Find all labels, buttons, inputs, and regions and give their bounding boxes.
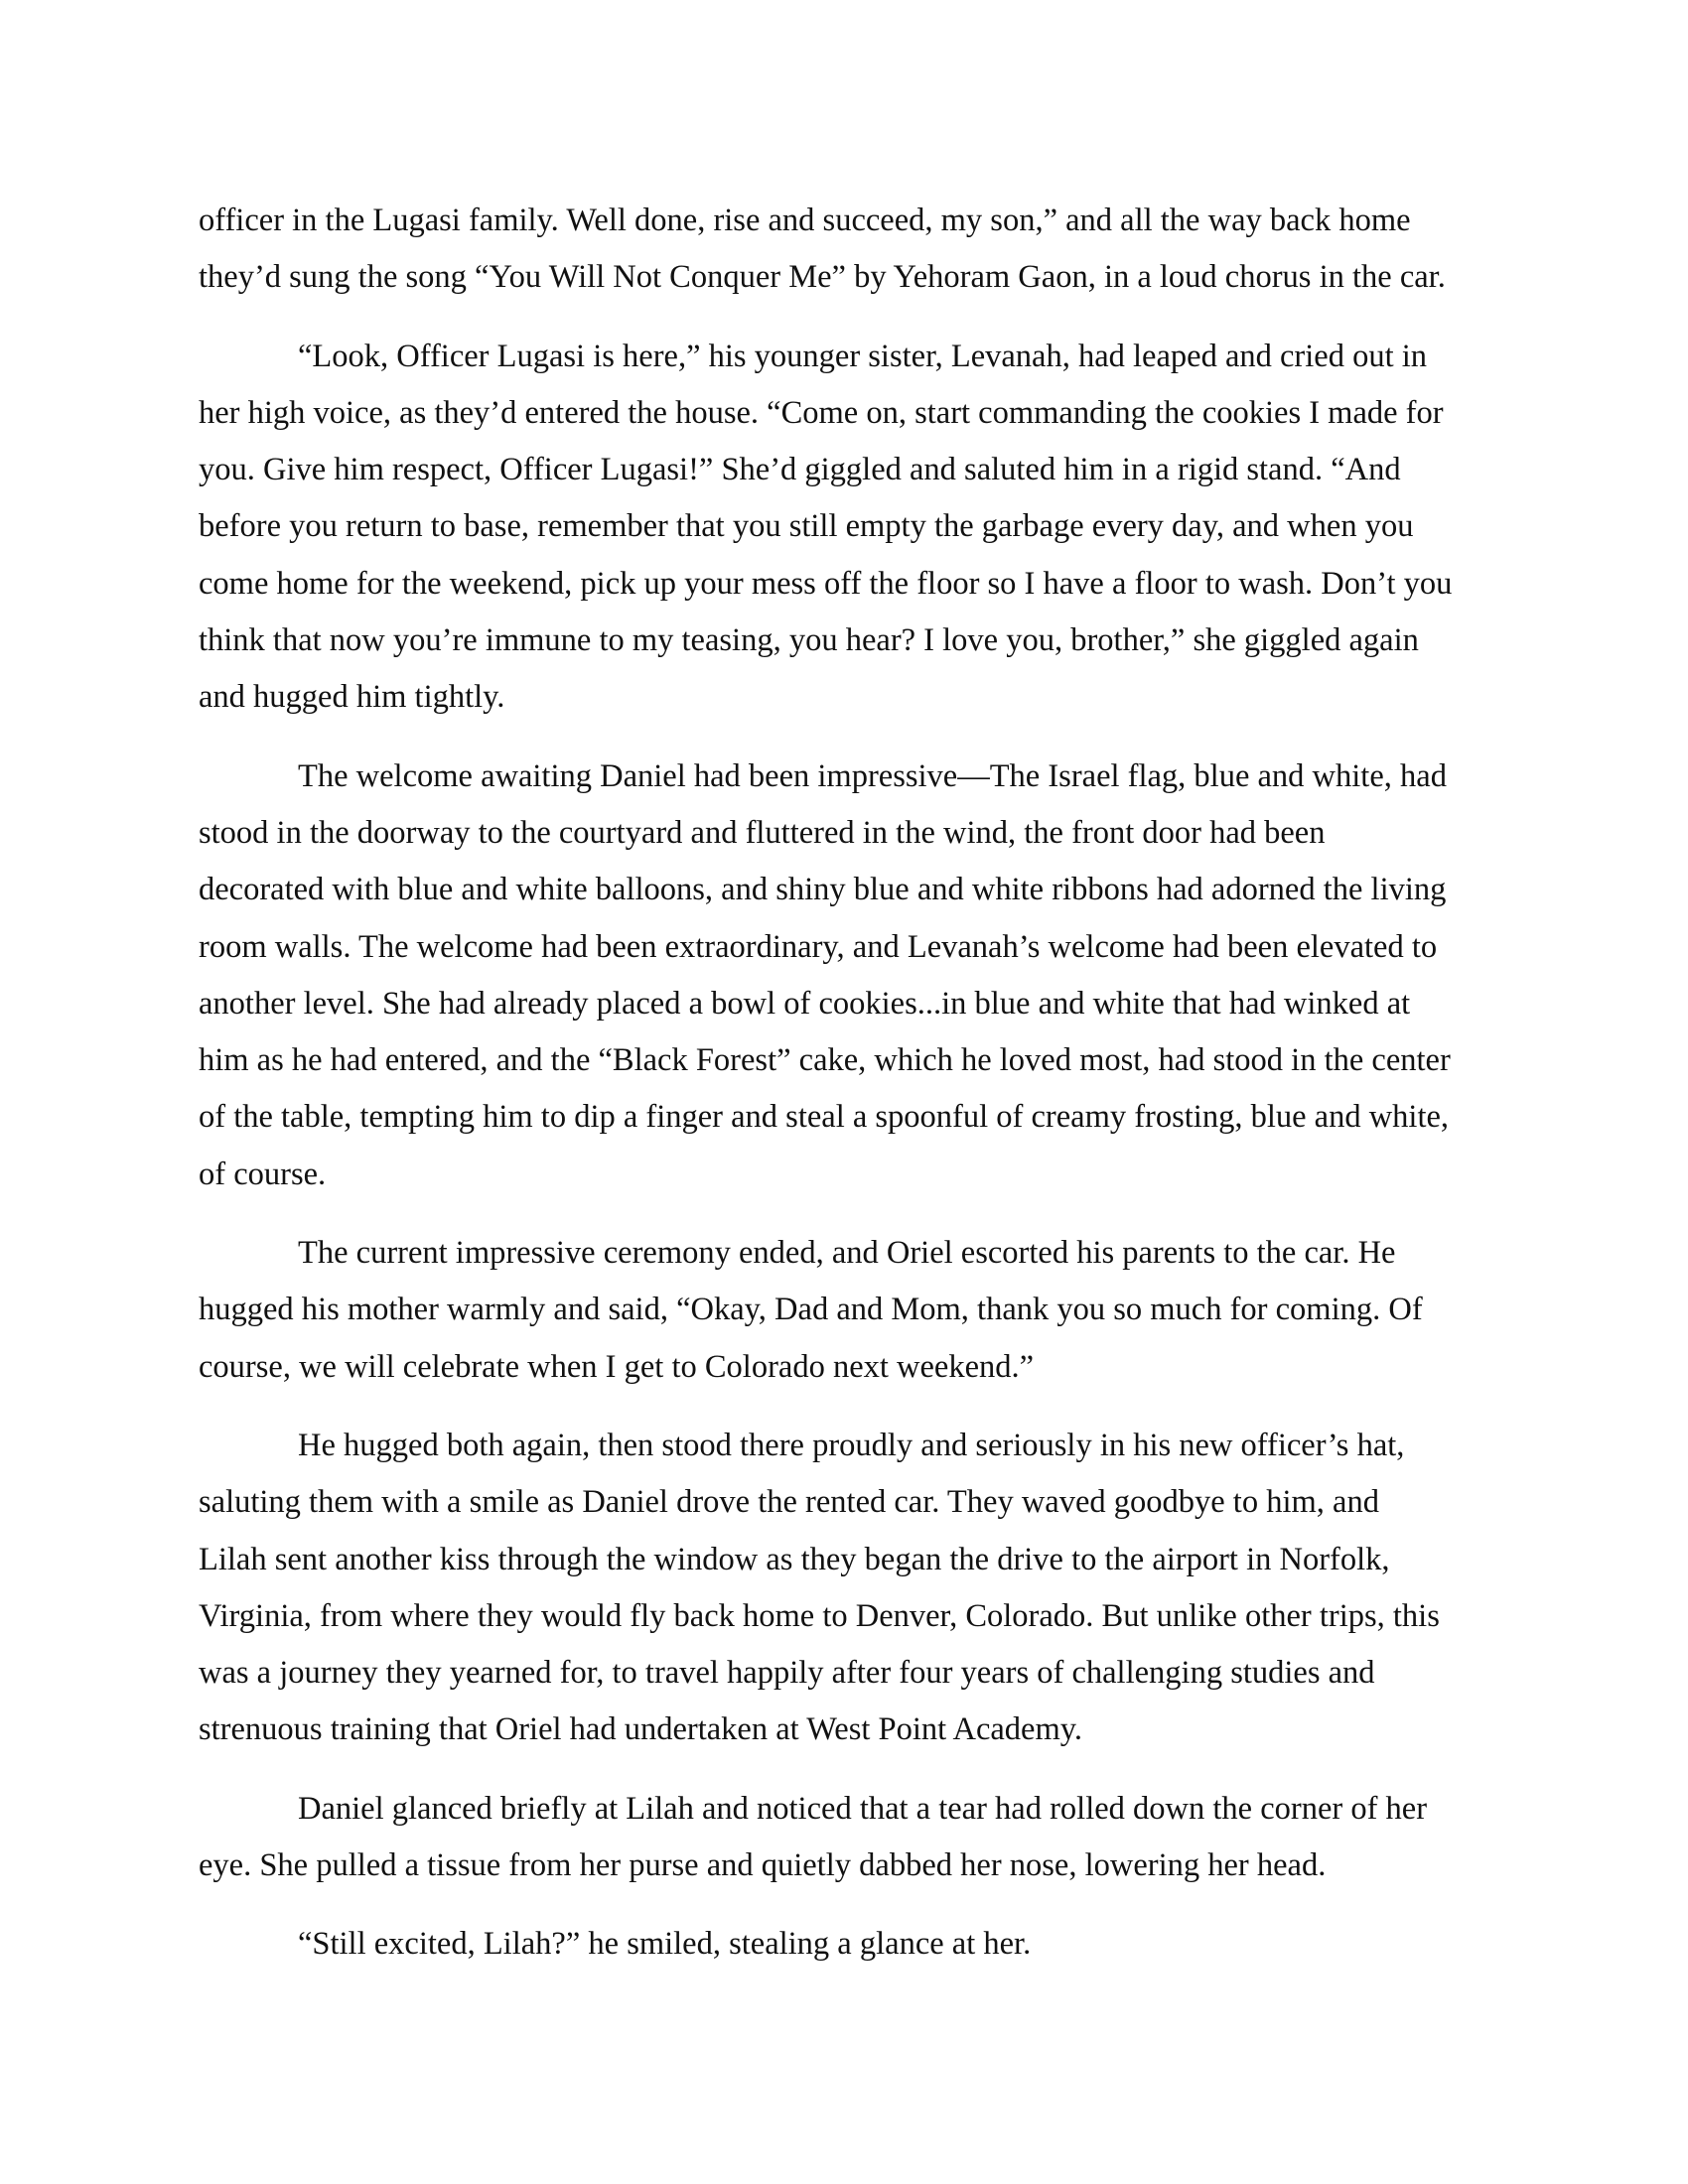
text-line: decorated with blue and white balloons, and shiny blue and white ribbons had adorned the living bbox=[199, 872, 1447, 908]
text-line: He hugged both again, then stood there proudly and seriously in his new officer’s hat, bbox=[298, 1427, 1405, 1463]
text-line: The current impressive ceremony ended, and Oriel escorted his parents to the car. He bbox=[298, 1235, 1396, 1272]
text-line: strenuous training that Oriel had undertaken at West Point Academy. bbox=[199, 1711, 1083, 1748]
text-line: before you return to base, remember that you still empty the garbage every day, and when you bbox=[199, 508, 1414, 545]
text-line: Lilah sent another kiss through the window as they began the drive to the airport in Norfolk, bbox=[199, 1541, 1390, 1577]
text-line: was a journey they yearned for, to travel happily after four years of challenging studies and bbox=[199, 1655, 1375, 1692]
paragraph-6 bbox=[199, 1781, 1489, 1895]
paragraph-2 bbox=[199, 329, 1489, 727]
text-line: Virginia, from where they would fly back home to Denver, Colorado. But unlike other trips, this bbox=[199, 1597, 1440, 1634]
text-line: of course. bbox=[199, 1156, 327, 1192]
text-line: course, we will celebrate when I get to Colorado next weekend.” bbox=[199, 1348, 1035, 1385]
paragraph-3 bbox=[199, 749, 1489, 1203]
text-line: hugged his mother warmly and said, “Okay, Dad and Mom, thank you so much for coming. Of bbox=[199, 1292, 1423, 1328]
text-line: you. Give him respect, Officer Lugasi!” She’d giggled and saluted him in a rigid stand. “And bbox=[199, 452, 1401, 488]
text-line: Daniel glanced briefly at Lilah and noticed that a tear had rolled down the corner of her bbox=[298, 1790, 1428, 1827]
text-line: of the table, tempting him to dip a finger and steal a spoonful of creamy frosting, blue and white, bbox=[199, 1099, 1450, 1136]
text-line: they’d sung the song “You Will Not Conquer Me” by Yehoram Gaon, in a loud chorus in the car. bbox=[199, 259, 1446, 296]
text-line: her high voice, as they’d entered the house. “Come on, start commanding the cookies I made for bbox=[199, 394, 1444, 431]
text-line: come home for the weekend, pick up your mess off the floor so I have a floor to wash. Don’t you bbox=[199, 565, 1453, 602]
text-line: “Look, Officer Lugasi is here,” his younger sister, Levanah, had leaped and cried out in bbox=[298, 338, 1428, 374]
text-line: officer in the Lugasi family. Well done, rise and succeed, my son,” and all the way back home bbox=[199, 203, 1411, 238]
paragraph-5 bbox=[199, 1418, 1489, 1759]
text-line: and hugged him tightly. bbox=[199, 679, 505, 716]
text-line: another level. She had already placed a bowl of cookies...in blue and white that had winked at bbox=[199, 985, 1411, 1022]
document-page bbox=[199, 193, 1489, 1995]
text-line: “Still excited, Lilah?” he smiled, stealing a glance at her. bbox=[298, 1926, 1032, 1963]
paragraph-4 bbox=[199, 1225, 1489, 1396]
text-line: saluting them with a smile as Daniel drove the rented car. They waved goodbye to him, and bbox=[199, 1484, 1379, 1521]
text-line: think that now you’re immune to my teasing, you hear? I love you, brother,” she giggled again bbox=[199, 622, 1419, 659]
paragraph-1 bbox=[199, 193, 1489, 307]
paragraph-7 bbox=[199, 1916, 1489, 1973]
text-line: eye. She pulled a tissue from her purse and quietly dabbed her nose, lowering her head. bbox=[199, 1847, 1327, 1884]
text-line: The welcome awaiting Daniel had been impressive—The Israel flag, blue and white, had bbox=[298, 757, 1447, 794]
text-line: stood in the doorway to the courtyard and fluttered in the wind, the front door had been bbox=[199, 814, 1326, 851]
text-line: room walls. The welcome had been extraordinary, and Levanah’s welcome had been elevated to bbox=[199, 928, 1438, 965]
text-line: him as he had entered, and the “Black Forest” cake, which he loved most, had stood in the center bbox=[199, 1042, 1451, 1079]
